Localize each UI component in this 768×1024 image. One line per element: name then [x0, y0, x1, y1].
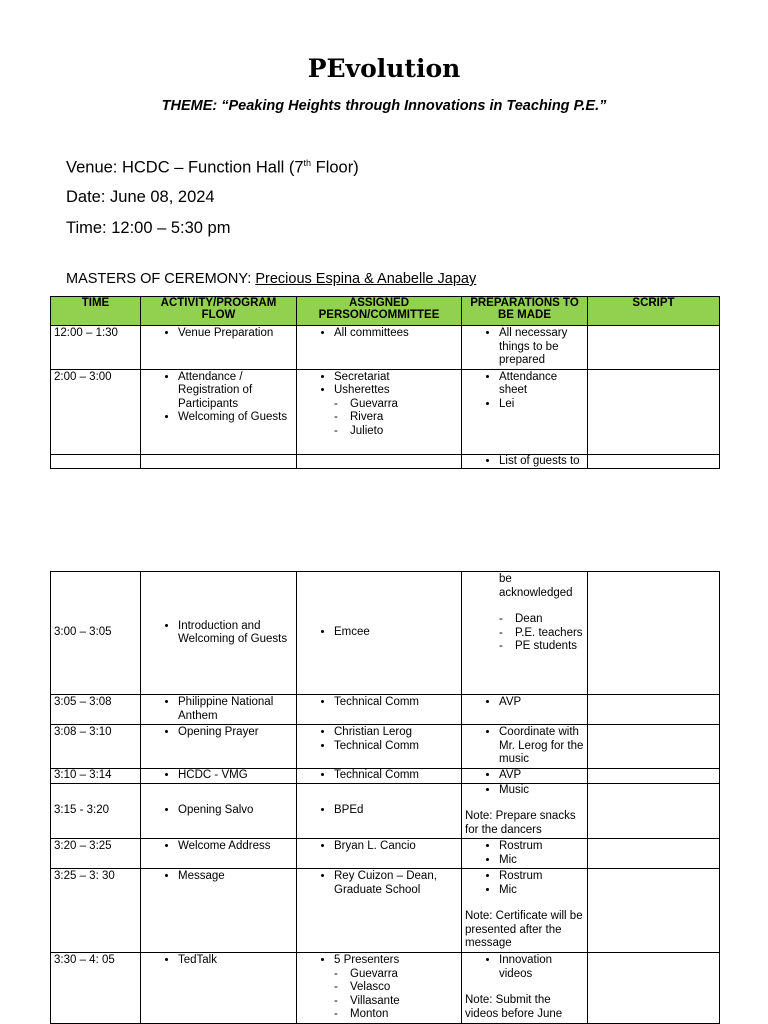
table-row — [51, 725, 720, 769]
time-cell: 3:00 – 3:05 — [51, 572, 141, 695]
script-cell — [588, 869, 720, 953]
assigned-cell: • 5 Presenters - Guevarra - Velasco - Villasante - Monton — [297, 953, 462, 1024]
document-title: PEvolution — [307, 54, 461, 83]
table-row — [51, 454, 720, 469]
table-row — [51, 839, 720, 869]
date-line: Date: June 08, 2024 — [66, 188, 215, 206]
activity-cell: • Introduction and Welcoming of Guests — [141, 572, 297, 695]
venue-line: Venue: HCDC – Function Hall (7th Floor) — [66, 158, 359, 177]
script-cell — [588, 695, 720, 725]
activity-cell: • Philippine National Anthem — [141, 695, 297, 725]
table-row — [51, 326, 720, 370]
assigned-cell: • Rey Cuizon – Dean, Graduate School — [297, 869, 462, 953]
activity-cell: • Opening Prayer — [141, 725, 297, 769]
time-cell: 3:10 – 3:14 — [51, 768, 141, 783]
table-row — [51, 768, 720, 783]
assigned-cell: • All committees — [297, 326, 462, 370]
header-preparations: PREPARATIONS TO BE MADE — [462, 297, 588, 326]
time-cell: 3:15 - 3:20 — [51, 783, 141, 839]
script-cell — [588, 369, 720, 454]
prep-cell: • AVP — [462, 695, 588, 725]
activity-cell: • Opening Salvo — [141, 783, 297, 839]
table-row — [51, 869, 720, 953]
assigned-cell: • Christian Lerog • Technical Comm — [297, 725, 462, 769]
script-cell — [588, 768, 720, 783]
assigned-cell: • Emcee — [297, 572, 462, 695]
time-cell: 3:30 – 4: 05 — [51, 953, 141, 1024]
script-cell — [588, 839, 720, 869]
script-cell — [588, 783, 720, 839]
header-activity: ACTIVITY/PROGRAM FLOW — [141, 297, 297, 326]
activity-cell: • Message — [141, 869, 297, 953]
header-time: TIME — [51, 297, 141, 326]
prep-cell: • Rostrum • Mic Note: Certificate will be presented after the message — [462, 869, 588, 953]
table-row — [51, 572, 720, 695]
prep-cell: • All necessary things to be prepared — [462, 326, 588, 370]
assigned-cell: • BPEd — [297, 783, 462, 839]
script-cell — [588, 572, 720, 695]
activity-cell: • HCDC - VMG — [141, 768, 297, 783]
assigned-cell — [297, 454, 462, 469]
time-cell: 3:08 – 3:10 — [51, 725, 141, 769]
prep-cell: • Innovation videos Note: Submit the videos before June — [462, 953, 588, 1024]
assigned-cell: • Technical Comm — [297, 768, 462, 783]
time-cell: 3:25 – 3: 30 — [51, 869, 141, 953]
prep-cell: • List of guests to — [462, 454, 588, 469]
activity-cell: • Venue Preparation — [141, 326, 297, 370]
time-cell: 3:05 – 3:08 — [51, 695, 141, 725]
activity-cell: • Attendance / Registration of Participants • Welcoming of Guests — [141, 369, 297, 454]
header-assigned: ASSIGNED PERSON/COMMITTEE — [297, 297, 462, 326]
prep-cell: • Music Note: Prepare snacks for the dancers — [462, 783, 588, 839]
time-line: Time: 12:00 – 5:30 pm — [66, 219, 231, 237]
prep-cell: • AVP — [462, 768, 588, 783]
activity-cell: • TedTalk — [141, 953, 297, 1024]
header-script: SCRIPT — [588, 297, 720, 326]
program-table-part1 — [50, 296, 720, 469]
prep-cell: • Rostrum • Mic — [462, 839, 588, 869]
theme-line: THEME: “Peaking Heights through Innovations in Teaching P.E.” — [161, 98, 607, 114]
table-row — [51, 369, 720, 454]
script-cell — [588, 725, 720, 769]
masters-of-ceremony: MASTERS OF CEREMONY: Precious Espina & Anabelle Japay — [66, 271, 477, 287]
activity-cell: • Welcome Address — [141, 839, 297, 869]
assigned-cell: • Secretariat • Usherettes - Guevarra - Rivera - Julieto — [297, 369, 462, 454]
time-cell — [51, 454, 141, 469]
table-row — [51, 953, 720, 1024]
script-cell — [588, 326, 720, 370]
prep-cell: • Coordinate with Mr. Lerog for the music — [462, 725, 588, 769]
time-cell: 12:00 – 1:30 — [51, 326, 141, 370]
table-row — [51, 695, 720, 725]
program-table-part2 — [50, 571, 720, 1024]
time-cell: 3:20 – 3:25 — [51, 839, 141, 869]
time-cell: 2:00 – 3:00 — [51, 369, 141, 454]
table-header-row — [51, 297, 720, 326]
activity-cell — [141, 454, 297, 469]
table-row — [51, 783, 720, 839]
assigned-cell: • Technical Comm — [297, 695, 462, 725]
script-cell — [588, 454, 720, 469]
prep-cell: be acknowledged - Dean - P.E. teachers - PE students — [462, 572, 588, 695]
assigned-cell: • Bryan L. Cancio — [297, 839, 462, 869]
prep-cell: • Attendance sheet • Lei — [462, 369, 588, 454]
script-cell — [588, 953, 720, 1024]
